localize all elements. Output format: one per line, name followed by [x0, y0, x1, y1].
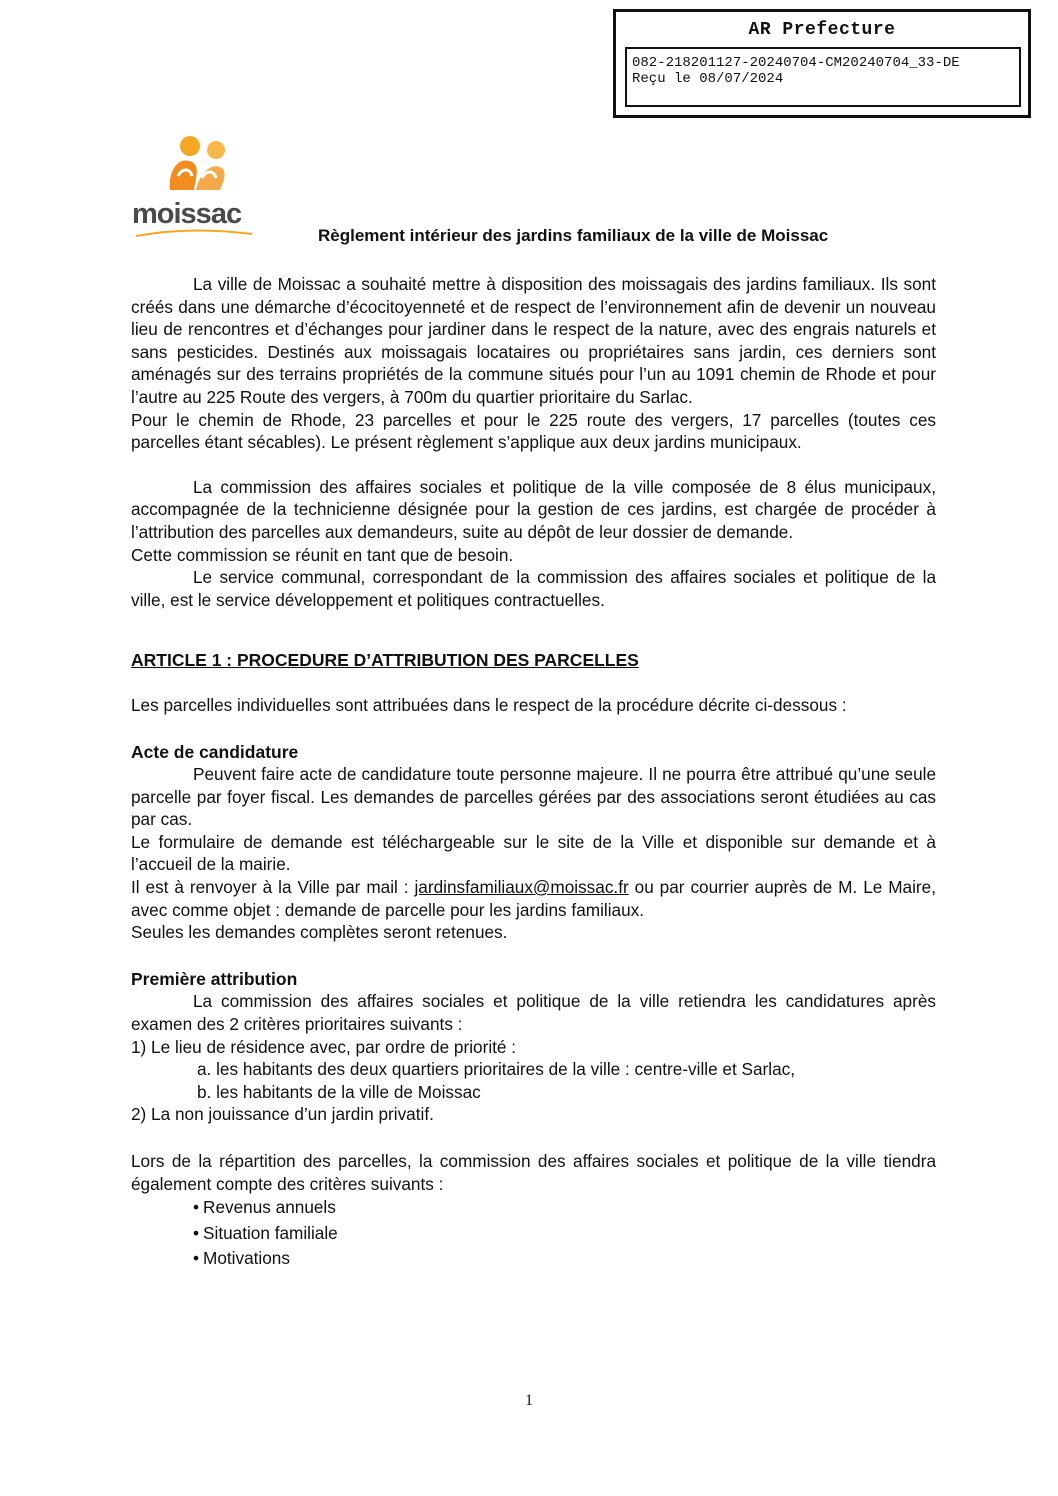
criterion-1b: b. les habitants de la ville de Moissac — [197, 1081, 481, 1102]
candidature-heading: Acte de candidature — [131, 741, 299, 762]
bullet-item: • Situation familiale — [193, 1221, 936, 1247]
page-number: 1 — [525, 1392, 533, 1409]
bullet-item: • Motivations — [193, 1246, 936, 1272]
criterion-1a: a. les habitants des deux quartiers prioritaires de la ville : centre-ville et Sarlac, — [197, 1059, 796, 1080]
article-1-lead: Les parcelles individuelles sont attribuées dans le respect de la procédure décrite ci-dessous : — [131, 694, 847, 715]
premiere-paragraph-1: La commission des affaires sociales et politique de la ville retiendra les candidatures après examen des 2 critères prioritaires suivants : — [131, 991, 936, 1035]
stamp-received-date: Reçu le 08/07/2024 — [632, 71, 784, 87]
intro-paragraph-3: La commission des affaires sociales et politique de la ville composée de 8 élus municipaux, accompagnée de la technicienne désignée pour la gestion de ces jardins, est chargée de procéder à l’attribution des parcelles aux demandeurs, suite au dépôt de leur dossier de demande. — [131, 476, 936, 542]
criterion-1: 1) Le lieu de résidence avec, par ordre de priorité : — [131, 1036, 517, 1057]
document-title: Règlement intérieur des jardins familiaux de la ville de Moissac — [318, 226, 829, 245]
intro-paragraph-4: Cette commission se réunit en tant que de besoin. — [131, 544, 514, 565]
article-1-heading: ARTICLE 1 : PROCEDURE D’ATTRIBUTION DES PARCELLES — [131, 650, 639, 671]
bullet-item: • Revenus annuels — [193, 1195, 936, 1221]
candidature-paragraph-3: Il est à renvoyer à la Ville par mail : jardinsfamiliaux@moissac.fr ou par courrier auprès de M. Le Maire, avec comme objet : demande de parcelle pour les jardins familiaux. — [131, 877, 936, 920]
premiere-attribution-heading: Première attribution — [131, 968, 298, 989]
document-body — [131, 273, 936, 1272]
criterion-2: 2) La non jouissance d’un jardin privatif. — [131, 1104, 434, 1125]
candidature-paragraph-1: Peuvent faire acte de candidature toute personne majeure. Il ne pourra être attribué qu’une seule parcelle par foyer fiscal. Les demandes de parcelles gérées par des associations seront étudiées au cas par cas. — [131, 764, 936, 830]
intro-paragraph-2: Pour le chemin de Rhode, 23 parcelles et pour le 225 route des vergers, 17 parcelles (toutes ces parcelles étant sécables). Le présent règlement s’applique aux deux jardins municipaux. — [131, 409, 936, 453]
premiere-paragraph-2: Lors de la répartition des parcelles, la commission des affaires sociales et politique de la ville tiendra également compte des critères suivants : — [131, 1151, 936, 1194]
stamp-reference: 082-218201127-20240704-CM20240704_33-DE — [632, 55, 960, 71]
stamp-details — [625, 47, 1021, 107]
logo-wordmark: moissac — [132, 198, 242, 230]
criteria-bullet-list — [131, 1195, 936, 1272]
candidature-paragraph-4: Seules les demandes complètes seront retenues. — [131, 922, 508, 943]
intro-paragraph-5: Le service communal, correspondant de la commission des affaires sociales et politique de la ville, est le service développement et politiques contractuelles. — [131, 567, 936, 610]
moissac-logo — [130, 132, 265, 242]
stamp-title: AR Prefecture — [748, 20, 896, 40]
intro-paragraph-1: La ville de Moissac a souhaité mettre à disposition des moissagais des jardins familiaux. Ils sont créés dans une démarche d’écocitoyenneté et de respect de l’environnement afin de devenir un nouveau lieu de rencontres et d’échanges pour jardiner dans le respect de la nature, avec des engrais naturels et sans pesticides. Destinés aux moissagais locataires ou propriétaires sans jardin, ces derniers sont aménagés sur des terrains propriétés de la commune situés pour l’un au 1091 chemin de Rhode et pour l’autre au 225 Route des vergers, à 700m du quartier prioritaire du Sarlac. — [131, 274, 936, 407]
email-link[interactable]: jardinsfamiliaux@moissac.fr — [414, 877, 629, 898]
candidature-paragraph-2: Le formulaire de demande est téléchargeable sur le site de la Ville et disponible sur demande et à l’accueil de la mairie. — [131, 831, 936, 875]
prefecture-stamp — [613, 9, 1031, 118]
